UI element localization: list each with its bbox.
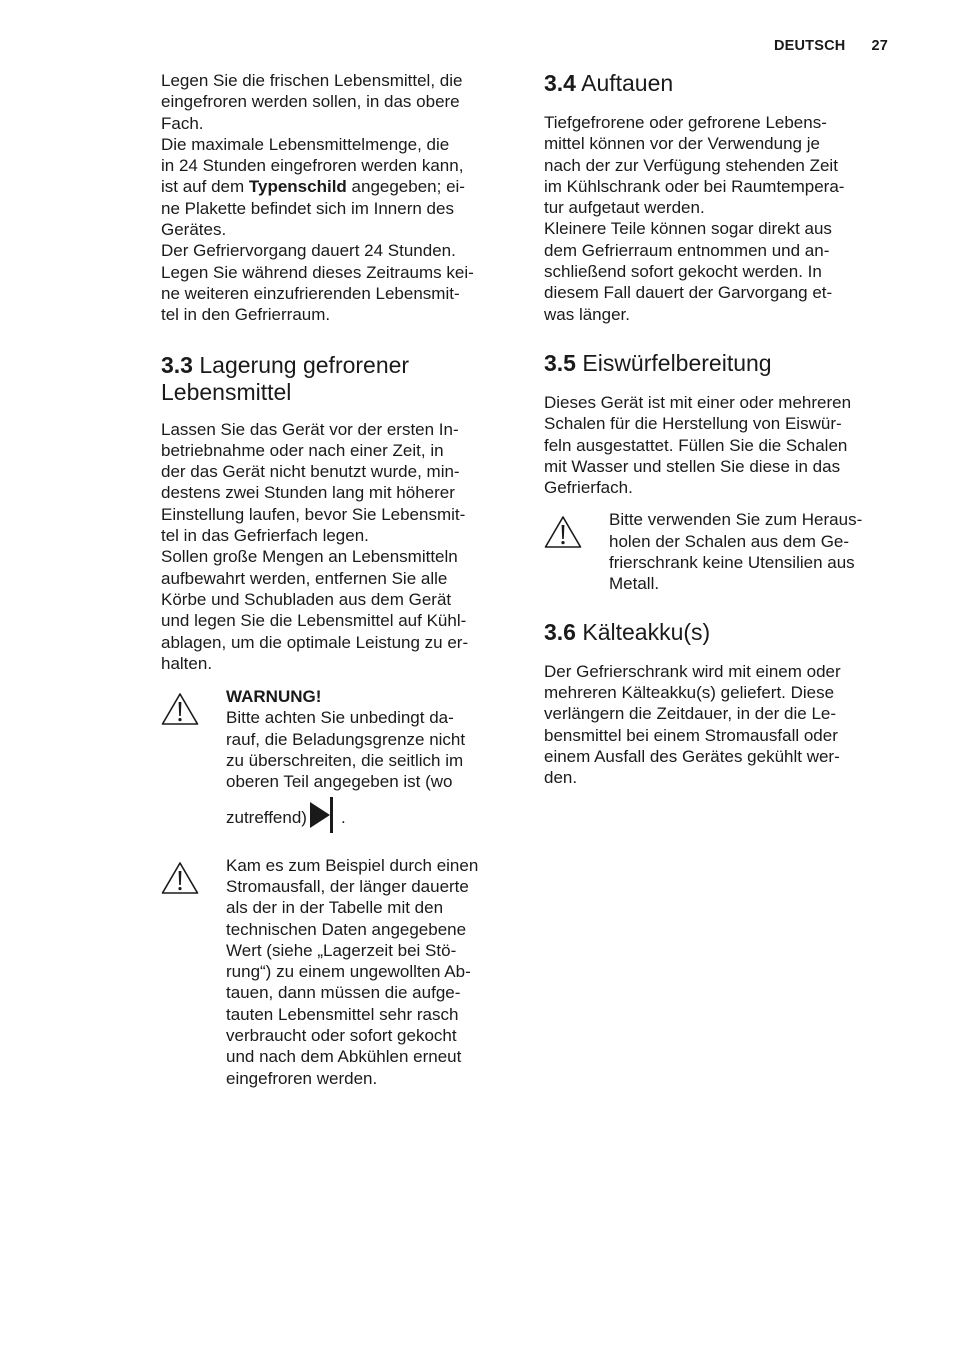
warning-tail-text: zutreffend) [226,807,307,827]
section-3-5-heading [544,350,896,377]
warning-triangle-icon [544,515,582,549]
section-title: Lagerung gefrorener Lebensmittel [161,351,410,405]
warning-text-1-tail [226,797,513,833]
section-number: 3.4 [544,70,576,96]
section-3-6-heading [544,619,896,646]
section-number: 3.5 [544,349,576,376]
section-3-6-paragraph-1: Der Gefrierschrank wird mit einem oder mehreren Kälteakku(s) geliefert. Diese verlängern die Zeitdauer, in der die Le- bensmittel bei einem Stromausfall oder einem Ausfall des Gerätes gekühlt wer- den. [544,661,841,788]
warning-triangle-icon [161,692,199,726]
load-limit-diode-icon [309,797,337,833]
section-number: 3.3 [161,351,193,378]
section-3-3-paragraph-1: Lassen Sie das Gerät vor der ersten In- betriebnahme oder nach einer Zeit, in der das Gerät nicht benutzt wurde, min- destens zwei Stunden lang mit höherer Einstellung laufen, bevor Sie Lebensmit- tel in das Gefrierfach legen. [161,419,466,546]
intro-paragraph-1: Legen Sie die frischen Lebensmittel, die eingefroren werden sollen, in das obere Fach. [161,71,463,133]
warning-block-2 [161,855,513,1089]
warning-tail-period: . [340,807,346,827]
intro-p2-text-end: angegeben; ei- ne Plakette befindet sich im Innern des Gerätes. [161,177,465,240]
section-3-4-paragraph-1: Tiefgefrorene oder gefrorene Lebens- mittel können vor der Verwendung je nach der zur Verfügung stehenden Zeit im Kühlschrank oder bei Raumtempera- tur aufgetaut werden. [544,113,845,218]
section-number: 3.6 [544,618,576,645]
section-3-3-heading [161,352,513,406]
warning-block-3 [544,509,896,594]
page-header [774,38,888,54]
warning-text-3: Bitte verwenden Sie zum Heraus- holen der Schalen aus dem Ge- frierschrank keine Utensilien aus Metall. [609,510,863,594]
section-title: Eiswürfelbereitung [575,349,772,376]
section-3-4-paragraph-2: Kleinere Teile können sogar direkt aus dem Gefrierraum entnommen und an- schließend sofort gekocht werden. In diesem Fall dauert der Garvorgang et- was länger. [544,219,833,324]
right-column [544,70,896,788]
section-title: Kälteakku(s) [575,618,711,645]
section-title: Auftauen [575,70,674,96]
section-3-4-heading [544,70,896,97]
typenschild-term: Typenschild [248,177,347,197]
left-column [161,70,513,1089]
section-3-3-paragraph-2: Sollen große Mengen an Lebensmitteln aufbewahrt werden, entfernen Sie alle Körbe und Schubladen aus dem Gerät und legen Sie die Lebensmittel auf Kühl- ablagen, um die optimale Leistung zu er- halten. [161,547,469,673]
warning-text-1: Bitte achten Sie unbedingt da- rauf, die Beladungsgrenze nicht zu überschreiten, die seitlich im oberen Teil angegeben ist (wo [226,708,466,792]
page-number: 27 [871,38,888,54]
warning-block-1 [161,686,513,832]
warning-triangle-icon [161,861,199,895]
section-3-5-paragraph-1: Dieses Gerät ist mit einer oder mehreren Schalen für die Herstellung von Eiswür- feln ausgestattet. Füllen Sie die Schalen mit Wasser und stellen Sie diese in das Gefrierfach. [544,392,852,498]
intro-paragraph-3: Der Gefriervorgang dauert 24 Stunden. Legen Sie während dieses Zeitraums kei- ne weiteren einzufrierenden Lebensmit- tel in den Gefrierraum. [161,241,474,325]
intro-p2-text: Die maximale Lebensmittelmenge, die in 24 Stunden eingefroren werden kann, ist auf dem [161,134,464,197]
warning-text-2: Kam es zum Beispiel durch einen Stromausfall, der länger dauerte als der in der Tabelle mit den technischen Daten angegebene Wert (siehe „Lagerzeit bei Stö- rung“) zu einem ungewollten Ab- tauen, dann müssen die aufge- tauten Lebensmittel sehr rasch verbraucht oder sofort gekocht und nach dem Abkühlen erneut eingefroren werden. [226,855,479,1088]
intro-paragraph-2 [161,134,513,240]
warning-title: WARNUNG! [226,687,322,707]
language-label: DEUTSCH [773,38,846,54]
